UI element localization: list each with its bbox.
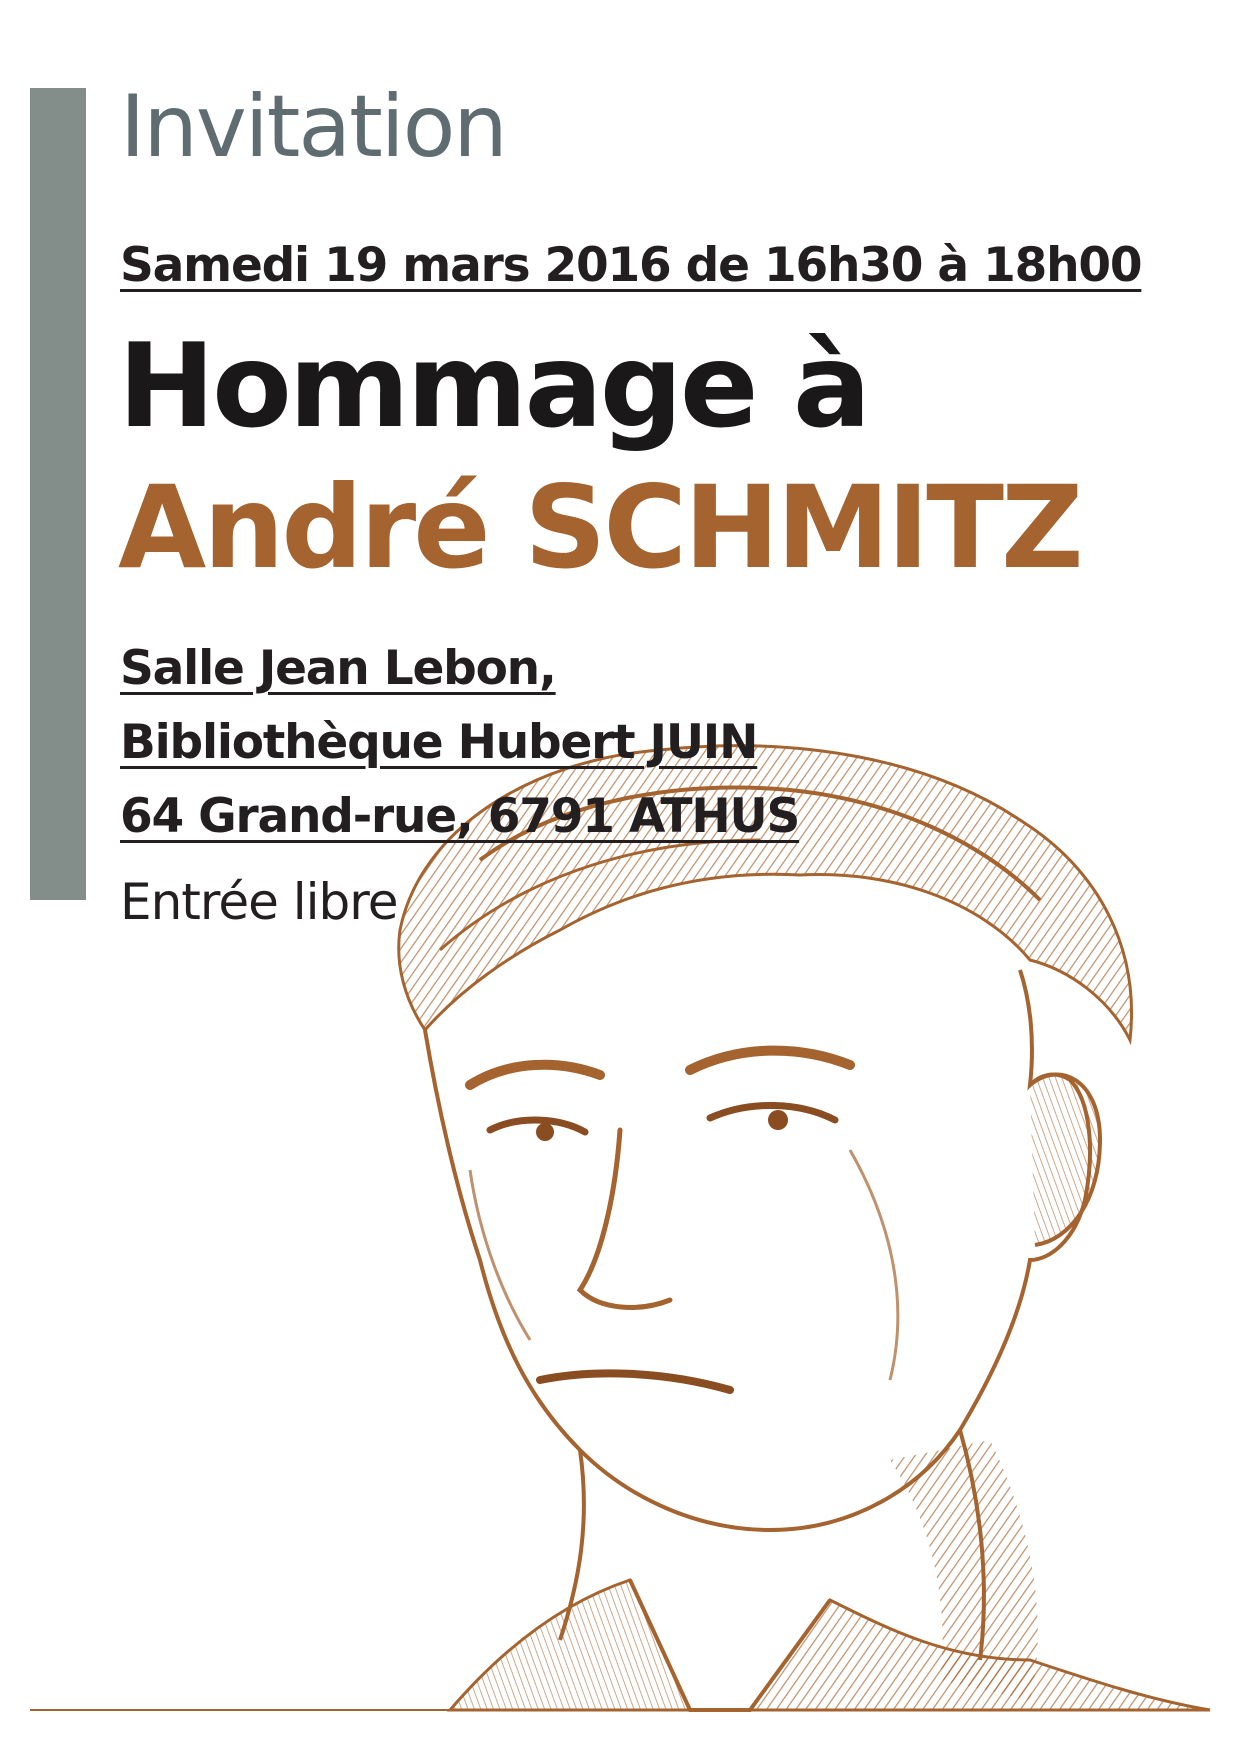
invitation-heading: Invitation bbox=[120, 77, 506, 177]
side-accent-bar bbox=[30, 88, 86, 900]
venue-address bbox=[120, 632, 799, 854]
event-date-time: Samedi 19 mars 2016 de 16h30 à 18h00 bbox=[120, 238, 1142, 293]
admission-note: Entrée libre bbox=[120, 873, 398, 931]
bottom-divider bbox=[30, 1709, 1210, 1711]
venue-line-hall: Salle Jean Lebon, bbox=[120, 641, 556, 696]
event-title-name: André SCHMITZ bbox=[118, 461, 1081, 594]
venue-line-street: 64 Grand-rue, 6791 ATHUS bbox=[120, 789, 800, 844]
venue-line-library: Bibliothèque Hubert JUIN bbox=[120, 715, 758, 770]
event-title-line1: Hommage à bbox=[118, 319, 869, 454]
